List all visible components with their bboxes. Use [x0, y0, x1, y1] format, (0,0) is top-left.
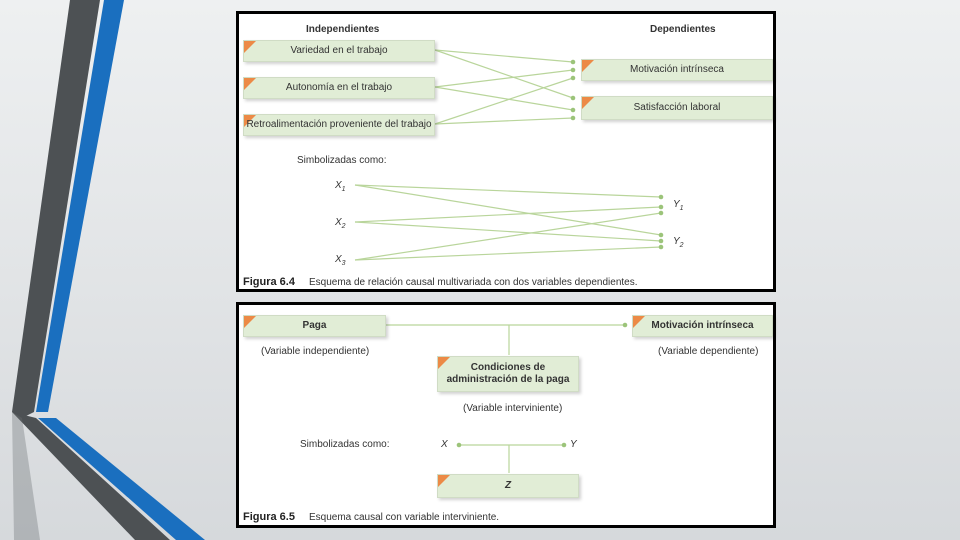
figure-6-4 [236, 11, 776, 292]
symbol-x3 [335, 254, 346, 265]
box-autonomia-label: Autonomía en el trabajo [285, 82, 393, 93]
caption-fig2-text: Esquema causal con variable interviniente. [308, 512, 500, 523]
box-motivacion-fig2 [632, 315, 773, 337]
caption-fig2-number: Figura 6.5 [243, 511, 295, 523]
symbol-y1-letter: Y [673, 199, 680, 210]
note-independiente: (Variable independiente) [261, 346, 370, 357]
symbol-y1 [673, 199, 684, 210]
box-condiciones-line1: Condiciones de [470, 362, 546, 373]
symbol-y2 [673, 236, 684, 247]
box-satisfaccion [581, 96, 773, 120]
box-condiciones [437, 356, 579, 392]
symbol-x2 [335, 217, 346, 228]
box-paga-label: Paga [302, 320, 327, 331]
box-motivacion [581, 59, 773, 81]
symbol-y1-index: 1 [679, 205, 684, 212]
box-variedad [243, 40, 435, 62]
box-motivacion-label: Motivación intrínseca [630, 64, 724, 75]
symbolized-label-fig1: Simbolizadas como: [297, 155, 387, 166]
symbol-x1 [335, 180, 346, 191]
figure-6-5 [236, 302, 776, 528]
box-retroalimentacion [243, 114, 435, 136]
symbol-y2-index: 2 [679, 242, 684, 249]
symbol-x2-index: 2 [341, 223, 346, 230]
box-variedad-label: Variedad en el trabajo [290, 45, 388, 56]
caption-fig1-number: Figura 6.4 [243, 276, 295, 288]
box-retroalimentacion-label: Retroalimentación proveniente del trabajo [246, 119, 432, 130]
symbol-y: Y [570, 439, 577, 450]
header-dependientes: Dependientes [650, 24, 716, 35]
box-condiciones-line2: administración de la paga [446, 374, 570, 385]
symbol-x2-letter: X [335, 217, 342, 228]
symbol-x1-index: 1 [341, 186, 346, 193]
symbolized-label-fig2: Simbolizadas como: [300, 439, 390, 450]
symbol-x: X [441, 439, 448, 450]
caption-fig2 [243, 511, 499, 523]
box-satisfaccion-label: Satisfacción laboral [633, 102, 721, 113]
symbol-y2-letter: Y [673, 236, 680, 247]
box-autonomia [243, 77, 435, 99]
symbol-x1-letter: X [335, 180, 342, 191]
box-motivacion-fig2-label: Motivación intrínseca [651, 320, 754, 331]
note-dependiente: (Variable dependiente) [658, 346, 759, 357]
box-z [437, 474, 579, 498]
header-independientes: Independientes [306, 24, 380, 35]
symbol-x3-letter: X [335, 254, 342, 265]
caption-fig1-text: Esquema de relación causal multivariada con dos variables dependientes. [308, 277, 638, 288]
caption-fig1 [243, 276, 638, 288]
box-paga [243, 315, 386, 337]
box-z-label: Z [504, 480, 512, 491]
note-interviniente: (Variable interviniente) [463, 403, 563, 414]
symbol-x3-index: 3 [341, 260, 346, 267]
